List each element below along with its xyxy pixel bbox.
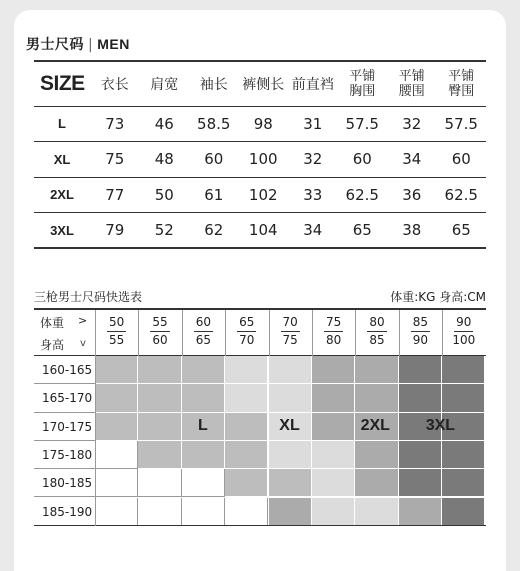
value-cell: 58.5: [189, 106, 239, 142]
size-zone-cell: [225, 498, 268, 526]
value-cell: 33: [288, 177, 338, 213]
size-zone-cell: [355, 469, 398, 497]
value-cell: 31: [288, 106, 338, 142]
value-cell: 60: [189, 142, 239, 178]
col-header-line: 胸围: [349, 83, 376, 99]
weight-max: 100: [452, 333, 476, 347]
size-zone-cell: [138, 413, 181, 441]
height-row-header: 160-165: [34, 356, 95, 384]
height-row-header: 180-185: [34, 469, 95, 497]
size-zone-cell: [442, 384, 485, 412]
value-cell: 61: [189, 177, 239, 213]
size-zone-cell: [138, 384, 181, 412]
size-zone-cell: [95, 441, 138, 469]
size-zone-cell: [355, 441, 398, 469]
size-zone-cell: [95, 384, 138, 412]
table-row: [34, 177, 486, 213]
col-header: 裤侧长: [239, 61, 289, 106]
height-row-header: 175-180: [34, 441, 95, 469]
value-cell: 77: [90, 177, 140, 213]
weight-max: 80: [325, 333, 342, 347]
weight-col-header: [138, 310, 181, 356]
size-zone-cell: [269, 384, 312, 412]
section-title: [26, 34, 130, 54]
size-table: [34, 60, 486, 249]
size-zone-cell: [399, 469, 442, 497]
col-header: [338, 61, 388, 106]
height-row-header: 170-175: [34, 413, 95, 441]
value-cell: 65: [437, 213, 487, 249]
weight-label: 体重: [40, 316, 65, 330]
weight-min: 65: [237, 314, 256, 332]
col-header: 前直裆: [288, 61, 338, 106]
size-cell: XL: [34, 142, 90, 178]
size-cell: L: [34, 106, 90, 142]
size-zone-label: 3XL: [425, 416, 456, 434]
weight-max: 75: [282, 333, 298, 347]
title-separator: |: [88, 37, 94, 53]
size-zone-cell: [182, 384, 225, 412]
size-zone-cell: [312, 413, 355, 441]
col-header: [437, 61, 487, 106]
weight-max: 60: [152, 333, 168, 347]
size-zone-cell: [138, 469, 181, 497]
weight-min: 85: [411, 314, 430, 332]
size-zone-label: 2XL: [360, 416, 390, 434]
size-zone-cell: [225, 469, 268, 497]
weight-col-header: [312, 310, 355, 356]
weight-arrow: >: [78, 314, 88, 327]
weight-min: 80: [367, 314, 386, 332]
size-zone-cell: [312, 498, 355, 526]
weight-col-header: [442, 310, 485, 356]
value-cell: 104: [239, 213, 289, 249]
value-cell: 62: [189, 213, 239, 249]
weight-min: 60: [194, 314, 213, 332]
weight-col-header: [225, 310, 268, 356]
value-cell: 36: [387, 177, 437, 213]
weight-max: 85: [369, 333, 385, 347]
value-cell: 79: [90, 213, 140, 249]
col-header: [387, 61, 437, 106]
column-divider: [399, 310, 400, 356]
weight-col-header: [399, 310, 442, 356]
size-zone-cell: [182, 441, 225, 469]
size-zone-cell: [312, 384, 355, 412]
table-row: [34, 106, 486, 142]
value-cell: 60: [437, 142, 487, 178]
col-header-line: 平铺: [448, 68, 475, 84]
value-cell: 52: [140, 213, 190, 249]
size-zone-cell: [269, 498, 312, 526]
value-cell: 73: [90, 106, 140, 142]
height-arrow: v: [80, 338, 86, 349]
size-zone-cell: [225, 384, 268, 412]
size-cell: 3XL: [34, 213, 90, 249]
size-zone-cell: [442, 356, 485, 384]
size-zone-cell: [225, 441, 268, 469]
weight-min: 70: [281, 314, 300, 332]
height-row-header: 165-170: [34, 384, 95, 412]
size-zone-cell: [355, 356, 398, 384]
weight-col-header: [95, 310, 138, 356]
col-header: 衣长: [90, 61, 140, 106]
size-zone-cell: [95, 498, 138, 526]
weight-min: 50: [107, 314, 126, 332]
table-row: [34, 213, 486, 249]
col-header-line: 臀围: [448, 83, 475, 99]
size-cell: 2XL: [34, 177, 90, 213]
size-zone-cell: [269, 441, 312, 469]
value-cell: 32: [288, 142, 338, 178]
size-zone-cell: [182, 498, 225, 526]
value-cell: 46: [140, 106, 190, 142]
size-zone-cell: [225, 413, 268, 441]
size-zone-cell: [399, 498, 442, 526]
weight-col-header: [269, 310, 312, 356]
size-zone-cell: [269, 356, 312, 384]
col-header-line: 平铺: [398, 68, 425, 84]
size-zone-cell: [442, 441, 485, 469]
size-zone-cell: [138, 356, 181, 384]
quick-table-title: 三枪男士尺码快选表: [34, 290, 143, 304]
column-divider: [95, 310, 96, 526]
size-zone-cell: [138, 441, 181, 469]
quick-table-corner: [34, 310, 95, 356]
title-en: MEN: [97, 36, 130, 52]
value-cell: 34: [387, 142, 437, 178]
column-divider: [138, 310, 139, 356]
size-zone-cell: [138, 498, 181, 526]
value-cell: 65: [338, 213, 388, 249]
column-divider: [355, 310, 356, 356]
size-zone-cell: [95, 356, 138, 384]
size-zone-label: XL: [279, 416, 300, 434]
height-label: 身高: [40, 338, 65, 352]
col-header-line: 平铺: [349, 68, 376, 84]
weight-min: 90: [454, 314, 473, 332]
value-cell: 34: [288, 213, 338, 249]
value-cell: 32: [387, 106, 437, 142]
value-cell: 38: [387, 213, 437, 249]
size-zone-cell: [399, 356, 442, 384]
value-cell: 48: [140, 142, 190, 178]
size-zone-cell: [442, 498, 485, 526]
value-cell: 98: [239, 106, 289, 142]
size-zone-cell: [95, 413, 138, 441]
value-cell: 102: [239, 177, 289, 213]
quick-table-units: 体重:KG 身高:CM: [390, 290, 486, 304]
value-cell: 57.5: [338, 106, 388, 142]
size-label: SIZE: [34, 61, 90, 106]
size-zone-cell: [355, 498, 398, 526]
value-cell: 60: [338, 142, 388, 178]
value-cell: 100: [239, 142, 289, 178]
weight-max: 70: [239, 333, 255, 347]
size-zone-cell: [399, 384, 442, 412]
column-divider: [312, 310, 313, 356]
column-divider: [182, 310, 183, 356]
col-header: 袖长: [189, 61, 239, 106]
size-zone-cell: [95, 469, 138, 497]
column-divider: [442, 310, 443, 356]
weight-max: 65: [195, 333, 212, 347]
weight-min: 75: [324, 314, 343, 332]
size-zone-label: L: [198, 416, 208, 434]
height-row-header: 185-190: [34, 498, 95, 526]
weight-col-header: [182, 310, 225, 356]
weight-min: 55: [150, 314, 169, 332]
size-zone-cell: [312, 469, 355, 497]
size-zone-cell: [355, 384, 398, 412]
value-cell: 62.5: [437, 177, 487, 213]
column-divider: [225, 310, 226, 356]
col-header-line: 腰围: [398, 83, 425, 99]
size-zone-cell: [182, 356, 225, 384]
title-cn: 男士尺码: [26, 37, 84, 53]
value-cell: 50: [140, 177, 190, 213]
column-divider: [269, 310, 270, 356]
size-zone-cell: [225, 356, 268, 384]
weight-col-header: [355, 310, 398, 356]
table-row: [34, 142, 486, 178]
weight-max: 90: [412, 333, 429, 347]
value-cell: 62.5: [338, 177, 388, 213]
size-zone-cell: [269, 469, 312, 497]
size-zone-cell: [442, 469, 485, 497]
value-cell: 57.5: [437, 106, 487, 142]
size-zone-cell: [182, 469, 225, 497]
weight-max: 55: [108, 333, 125, 347]
col-header: 肩宽: [140, 61, 190, 106]
size-zone-cell: [399, 441, 442, 469]
size-zone-cell: [312, 356, 355, 384]
size-zone-cell: [312, 441, 355, 469]
value-cell: 75: [90, 142, 140, 178]
